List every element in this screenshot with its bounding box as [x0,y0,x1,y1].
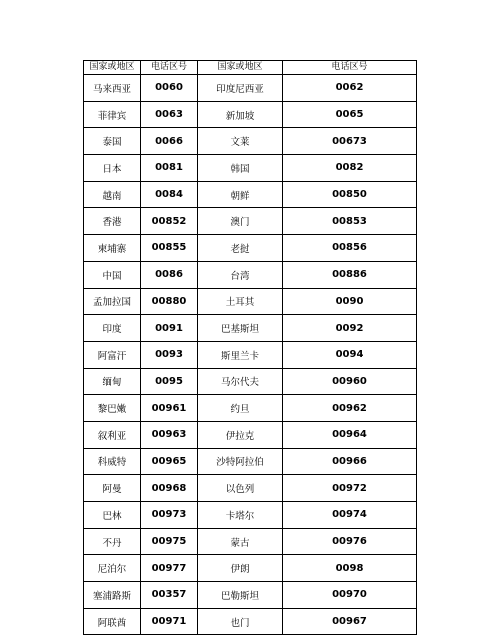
country-cell: 黎巴嫩 [84,395,141,422]
code-cell: 0063 [141,101,198,128]
code-cell: 00960 [283,368,417,395]
country-cell: 日本 [84,155,141,182]
code-cell: 0060 [141,75,198,102]
code-cell: 0082 [283,155,417,182]
country-cell: 文莱 [198,128,283,155]
country-cell: 菲律宾 [84,101,141,128]
country-cell: 尼泊尔 [84,555,141,582]
code-cell: 00976 [283,528,417,555]
code-cell: 00972 [283,475,417,502]
country-cell: 中国 [84,261,141,288]
table-row [84,235,417,262]
code-cell: 00968 [141,475,198,502]
table-row [84,421,417,448]
code-cell: 0090 [283,288,417,315]
country-cell: 印度 [84,315,141,342]
country-cell: 阿曼 [84,475,141,502]
country-cell: 约旦 [198,395,283,422]
country-cell: 科威特 [84,448,141,475]
code-cell: 0084 [141,181,198,208]
table-row [84,261,417,288]
header-code-2: 电话区号 [283,61,417,75]
country-cell: 沙特阿拉伯 [198,448,283,475]
code-cell: 0081 [141,155,198,182]
country-cell: 不丹 [84,528,141,555]
code-cell: 00975 [141,528,198,555]
country-code-table [83,60,417,635]
header-country-2: 国家或地区 [198,61,283,75]
code-cell: 00977 [141,555,198,582]
code-cell: 00964 [283,421,417,448]
header-code-1: 电话区号 [141,61,198,75]
code-cell: 00963 [141,421,198,448]
table-row [84,475,417,502]
country-cell: 叙利亚 [84,421,141,448]
country-cell: 塞浦路斯 [84,582,141,609]
table-row [84,555,417,582]
code-cell: 00886 [283,261,417,288]
table-row [84,288,417,315]
country-cell: 马尔代夫 [198,368,283,395]
table-row [84,75,417,102]
code-cell: 0062 [283,75,417,102]
country-cell: 澳门 [198,208,283,235]
code-cell: 0098 [283,555,417,582]
code-cell: 00852 [141,208,198,235]
code-cell: 00855 [141,235,198,262]
table-header-row [84,61,417,75]
country-cell: 巴勒斯坦 [198,582,283,609]
country-cell: 缅甸 [84,368,141,395]
code-cell: 0066 [141,128,198,155]
country-cell: 朝鲜 [198,181,283,208]
country-cell: 韩国 [198,155,283,182]
code-cell: 00853 [283,208,417,235]
code-cell: 00961 [141,395,198,422]
code-cell: 00973 [141,502,198,529]
table-row [84,341,417,368]
table-row [84,128,417,155]
table-body [84,75,417,635]
table-row [84,608,417,635]
country-cell: 台湾 [198,261,283,288]
code-cell: 0091 [141,315,198,342]
country-cell: 新加坡 [198,101,283,128]
table-row [84,528,417,555]
table-row [84,502,417,529]
code-cell: 00880 [141,288,198,315]
code-cell: 00357 [141,582,198,609]
table-row [84,315,417,342]
header-country-1: 国家或地区 [84,61,141,75]
country-cell: 阿联酋 [84,608,141,635]
country-cell: 阿富汗 [84,341,141,368]
table-row [84,582,417,609]
country-cell: 巴基斯坦 [198,315,283,342]
country-cell: 泰国 [84,128,141,155]
code-cell: 00974 [283,502,417,529]
table-row [84,395,417,422]
country-cell: 孟加拉国 [84,288,141,315]
table-row [84,101,417,128]
code-cell: 00856 [283,235,417,262]
code-cell: 0086 [141,261,198,288]
table-row [84,208,417,235]
table-row [84,155,417,182]
country-cell: 印度尼西亚 [198,75,283,102]
code-cell: 0065 [283,101,417,128]
country-cell: 土耳其 [198,288,283,315]
code-cell: 0092 [283,315,417,342]
country-cell: 伊朗 [198,555,283,582]
code-cell: 00970 [283,582,417,609]
country-cell: 香港 [84,208,141,235]
code-cell: 00967 [283,608,417,635]
country-cell: 蒙古 [198,528,283,555]
country-cell: 马来西亚 [84,75,141,102]
country-cell: 老挝 [198,235,283,262]
country-cell: 越南 [84,181,141,208]
country-cell: 巴林 [84,502,141,529]
table-row [84,448,417,475]
country-code-table-container [83,60,416,635]
table-row [84,181,417,208]
country-cell: 斯里兰卡 [198,341,283,368]
country-cell: 伊拉克 [198,421,283,448]
code-cell: 0095 [141,368,198,395]
code-cell: 00971 [141,608,198,635]
country-cell: 卡塔尔 [198,502,283,529]
code-cell: 00965 [141,448,198,475]
code-cell: 00966 [283,448,417,475]
code-cell: 0094 [283,341,417,368]
code-cell: 00850 [283,181,417,208]
country-cell: 以色列 [198,475,283,502]
code-cell: 0093 [141,341,198,368]
code-cell: 00673 [283,128,417,155]
code-cell: 00962 [283,395,417,422]
country-cell: 柬埔寨 [84,235,141,262]
country-cell: 也门 [198,608,283,635]
table-row [84,368,417,395]
